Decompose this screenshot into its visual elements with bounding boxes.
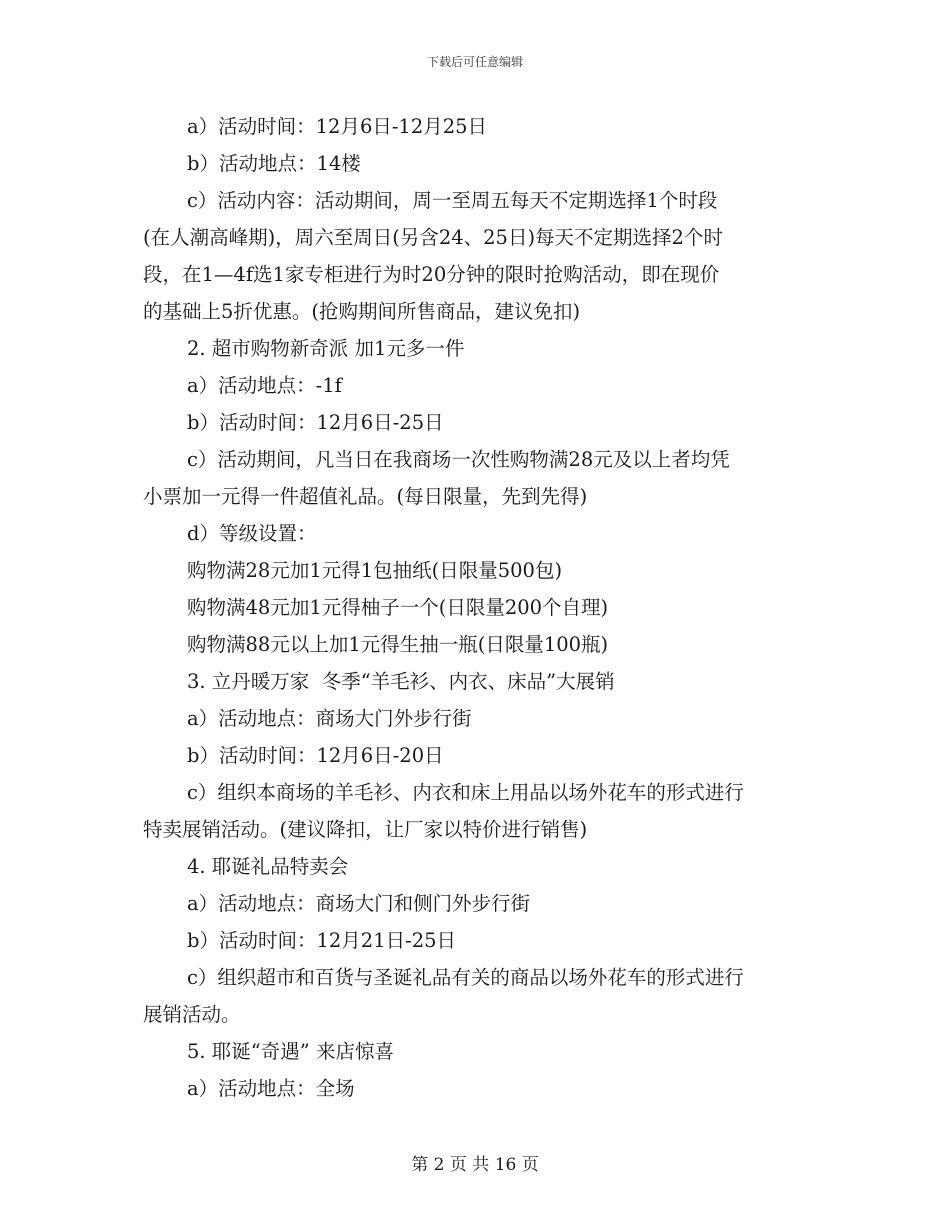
- text-line: 的基础上5折优惠。(抢购期间所售商品，建议免扣): [143, 300, 581, 323]
- text-line: 购物满88元以上加1元得生抽一瓶(日限量100瓶): [187, 633, 609, 656]
- text-line: b）活动时间：12月21日-25日: [187, 929, 457, 952]
- text-line: a）活动地点：商场大门和侧门外步行街: [187, 892, 531, 915]
- text-line: a）活动时间：12月6日-12月25日: [187, 115, 488, 138]
- text-line: 2. 超市购物新奇派 加1元多一件: [187, 337, 465, 360]
- text-line: 特卖展销活动。(建议降扣，让厂家以特价进行销售): [143, 818, 588, 841]
- text-line: d）等级设置：: [187, 522, 317, 545]
- text-line: b）活动时间：12月6日-20日: [187, 744, 444, 767]
- text-line: 小票加一元得一件超值礼品。(每日限量，先到先得): [143, 485, 588, 508]
- text-line: c）活动期间，凡当日在我商场一次性购物满28元及以上者均凭: [187, 448, 730, 471]
- text-line: c）活动内容：活动期间，周一至周五每天不定期选择1个时段: [187, 189, 718, 212]
- page-number-footer: 第 2 页 共 16 页: [411, 1155, 539, 1175]
- page-header: 下载后可任意编辑: [426, 55, 523, 69]
- text-line: 4. 耶诞礼品特卖会: [187, 855, 349, 878]
- text-line: a）活动地点：商场大门外步行街: [187, 707, 472, 730]
- text-line: 段，在1—4f选1家专柜进行为时20分钟的限时抢购活动，即在现价: [143, 263, 720, 286]
- text-line: 5. 耶诞“奇遇” 来店惊喜: [187, 1040, 394, 1063]
- document-body: [143, 108, 807, 1107]
- text-line: a）活动地点：-1f: [187, 374, 342, 397]
- text-line: 展销活动。: [143, 1003, 241, 1026]
- text-line: a）活动地点：全场: [187, 1077, 355, 1100]
- text-line: b）活动地点：14楼: [187, 152, 361, 175]
- text-line: c）组织超市和百货与圣诞礼品有关的商品以场外花车的形式进行: [187, 966, 744, 989]
- text-line: (在人潮高峰期)，周六至周日(另含24、25日)每天不定期选择2个时: [143, 226, 723, 249]
- text-line: 3. 立丹暖万家 冬季“羊毛衫、内衣、床品”大展销: [187, 670, 615, 693]
- text-line: b）活动时间：12月6日-25日: [187, 411, 444, 434]
- text-line: 购物满48元加1元得柚子一个(日限量200个自理): [187, 596, 609, 619]
- text-line: 购物满28元加1元得1包抽纸(日限量500包): [187, 559, 563, 582]
- text-line: c）组织本商场的羊毛衫、内衣和床上用品以场外花车的形式进行: [187, 781, 744, 804]
